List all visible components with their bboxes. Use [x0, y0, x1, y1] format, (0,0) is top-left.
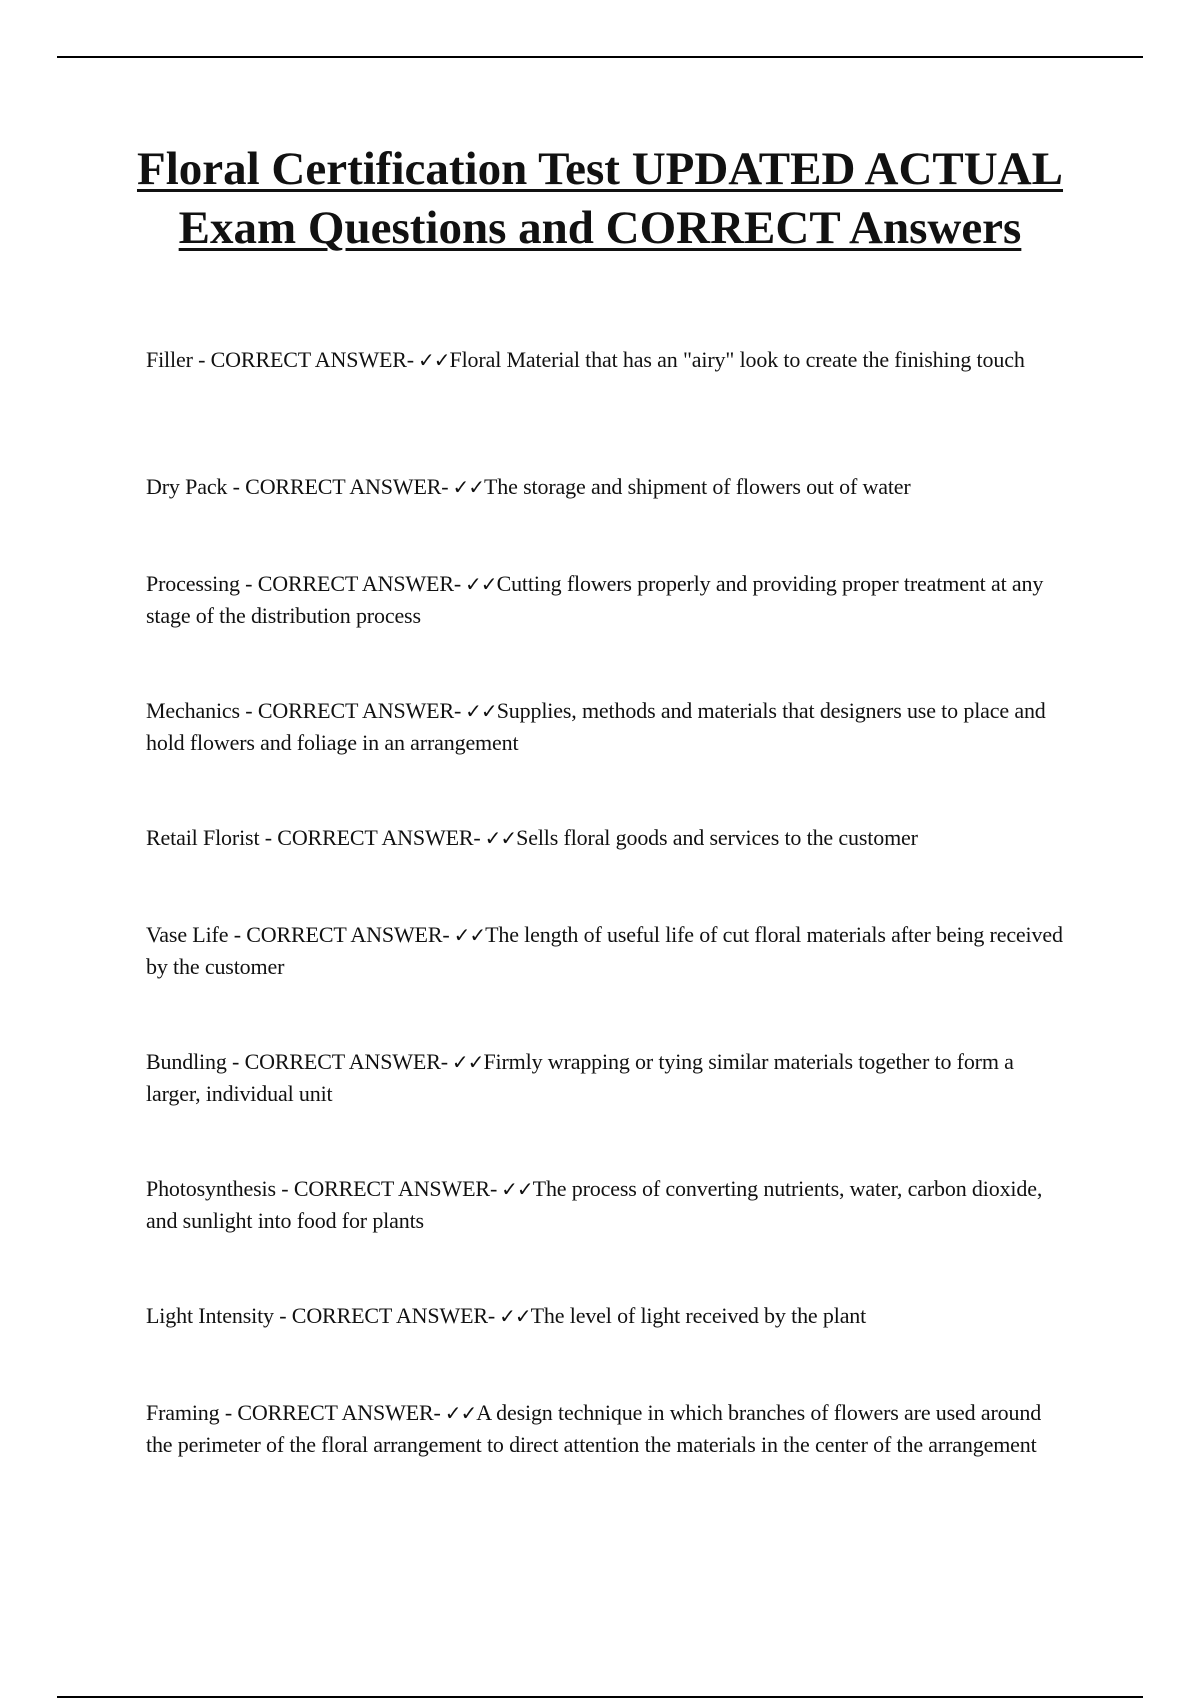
- answer-marker: CORRECT ANSWER-: [291, 1303, 496, 1328]
- qa-entry-filler: Filler - CORRECT ANSWER- ✓✓Floral Material that has an "airy" look to create the finishing touch: [146, 347, 1025, 372]
- entry-term: Retail Florist: [146, 825, 260, 850]
- double-check-icon: ✓✓: [499, 1304, 531, 1328]
- double-check-icon: ✓✓: [451, 1050, 484, 1074]
- entry-term: Dry Pack: [146, 474, 228, 499]
- entry-answer: Cutting flowers properly and providing proper treatment at any stage of the distribution process: [146, 571, 1044, 628]
- entry-term: Mechanics: [146, 698, 240, 723]
- double-check-icon: ✓✓: [465, 699, 497, 723]
- entry-answer: Supplies, methods and materials that designers use to place and hold flowers and foliage in an arrangement: [146, 698, 1046, 755]
- entry-term: Processing: [146, 571, 240, 596]
- entry-answer: The storage and shipment of flowers out of water: [484, 474, 911, 499]
- entry-term: Bundling: [146, 1049, 227, 1074]
- answer-marker: CORRECT ANSWER-: [293, 1176, 498, 1201]
- entry-answer: The length of useful life of cut floral materials after being received by the customer: [146, 922, 1063, 979]
- double-check-icon: ✓✓: [453, 923, 486, 947]
- entry-term: Filler: [146, 347, 193, 372]
- answer-marker: CORRECT ANSWER-: [257, 571, 462, 596]
- footer-rule: [57, 1696, 1143, 1698]
- qa-entry-light-intensity: Light Intensity - CORRECT ANSWER- ✓✓The level of light received by the plant: [146, 1303, 867, 1328]
- answer-marker: CORRECT ANSWER-: [244, 1049, 448, 1074]
- entry-answer: The process of converting nutrients, water, carbon dioxide, and sunlight into food for plants: [146, 1176, 1043, 1233]
- qa-entry-bundling: Bundling - CORRECT ANSWER- ✓✓Firmly wrapping or tying similar materials together to form a larger, individual unit: [146, 1049, 1014, 1106]
- answer-marker: CORRECT ANSWER-: [245, 474, 449, 499]
- double-check-icon: ✓✓: [465, 572, 497, 596]
- qa-entry-framing: Framing - CORRECT ANSWER- ✓✓A design technique in which branches of flowers are used around the perimeter of the floral arrangement to direct attention the materials in the center of the arrangement: [146, 1400, 1042, 1457]
- entry-answer: Floral Material that has an "airy" look to create the finishing touch: [449, 347, 1025, 372]
- answer-marker: CORRECT ANSWER-: [246, 922, 450, 947]
- qa-entry-dry-pack: Dry Pack - CORRECT ANSWER- ✓✓The storage and shipment of flowers out of water: [146, 474, 911, 499]
- answer-marker: CORRECT ANSWER-: [210, 347, 414, 372]
- entry-answer: Firmly wrapping or tying similar materials together to form a larger, individual unit: [146, 1049, 1014, 1106]
- qa-entry-vase-life: Vase Life - CORRECT ANSWER- ✓✓The length of useful life of cut floral materials after being received by the customer: [146, 922, 1063, 979]
- entry-term: Photosynthesis: [146, 1176, 276, 1201]
- qa-entry-processing: Processing - CORRECT ANSWER- ✓✓Cutting flowers properly and providing proper treatment at any stage of the distribution process: [146, 571, 1044, 628]
- page-title: Floral Certification Test UPDATED ACTUAL Exam Questions and CORRECT Answers: [136, 143, 1064, 254]
- qa-entry-photosynthesis: Photosynthesis - CORRECT ANSWER- ✓✓The process of converting nutrients, water, carbon dioxide, and sunlight into food for plants: [146, 1176, 1043, 1233]
- entry-answer: Sells floral goods and services to the customer: [516, 825, 918, 850]
- header-rule: [57, 56, 1143, 58]
- double-check-icon: ✓✓: [501, 1177, 533, 1201]
- double-check-icon: ✓✓: [452, 475, 485, 499]
- entry-answer: A design technique in which branches of flowers are used around the perimeter of the floral arrangement to direct attention the materials in the center of the arrangement: [146, 1400, 1042, 1457]
- double-check-icon: ✓✓: [444, 1401, 477, 1425]
- entry-term: Light Intensity: [146, 1303, 274, 1328]
- entry-term: Framing: [146, 1400, 220, 1425]
- answer-marker: CORRECT ANSWER-: [257, 698, 462, 723]
- entry-term: Vase Life: [146, 922, 229, 947]
- double-check-icon: ✓✓: [417, 348, 450, 372]
- entry-answer: The level of light received by the plant: [530, 1303, 867, 1328]
- qa-entry-retail-florist: Retail Florist - CORRECT ANSWER- ✓✓Sells floral goods and services to the customer: [146, 825, 918, 850]
- qa-entry-mechanics: Mechanics - CORRECT ANSWER- ✓✓Supplies, methods and materials that designers use to place and hold flowers and foliage in an arrangement: [146, 698, 1046, 755]
- answer-marker: CORRECT ANSWER-: [277, 825, 481, 850]
- answer-marker: CORRECT ANSWER-: [237, 1400, 441, 1425]
- double-check-icon: ✓✓: [484, 826, 517, 850]
